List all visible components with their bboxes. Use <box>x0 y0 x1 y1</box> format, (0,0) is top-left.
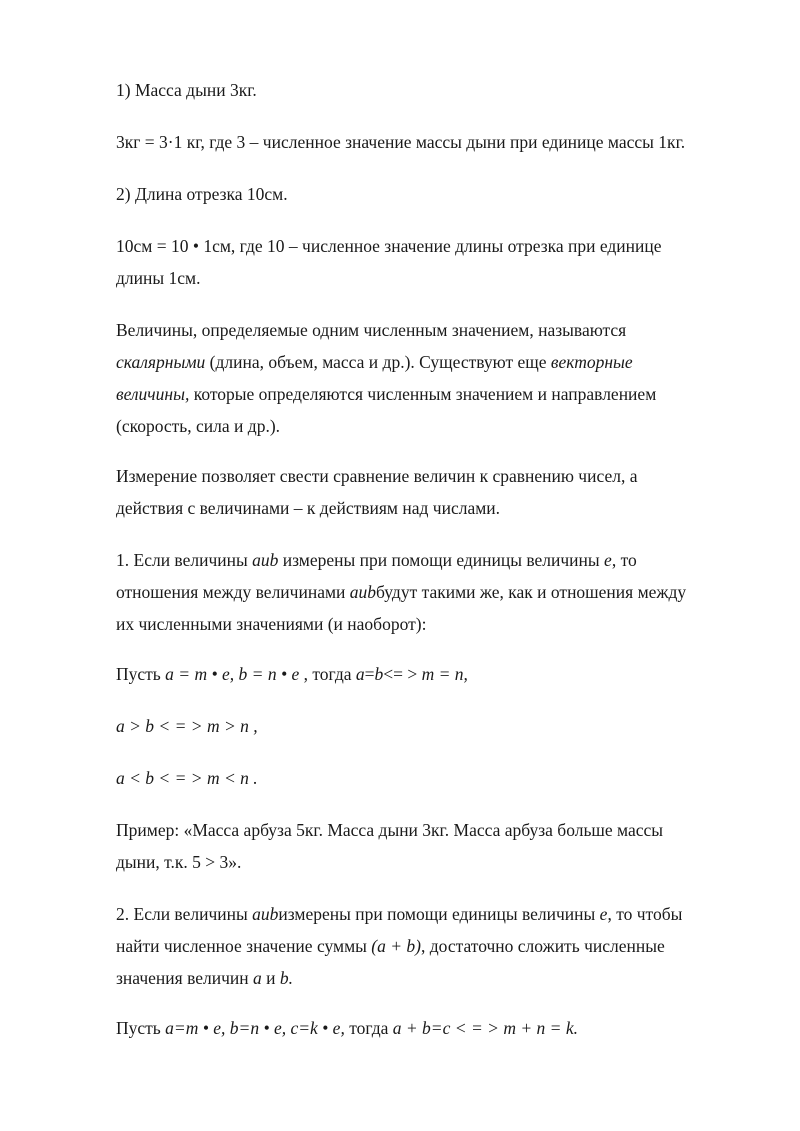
text-run: которые определяются численным значением и направлением <box>189 384 657 404</box>
italic-term: aиb <box>252 550 279 570</box>
italic-term: (a + b) <box>371 936 421 956</box>
italic-term: векторные <box>550 352 633 372</box>
paragraph-scalar-vector <box>116 314 746 442</box>
italic-term: a = m • e, b = n • e <box>165 664 300 684</box>
italic-term: aиb <box>252 904 279 924</box>
text-line: a > b < = > m > n , <box>116 716 258 736</box>
text-run: найти численное значение суммы <box>116 936 372 956</box>
paragraph-segment-length <box>116 178 746 210</box>
text-line <box>116 378 746 410</box>
text-run: Пусть <box>116 1018 166 1038</box>
text-run: <= > <box>383 664 422 684</box>
text-line: длины 1см. <box>116 268 201 288</box>
text-line <box>116 576 746 608</box>
paragraph-melon-mass <box>116 74 746 106</box>
italic-term: m = n, <box>421 664 468 684</box>
text-line: их численными значениями (и наоборот): <box>116 614 427 634</box>
text-run: , достаточно сложить численные <box>421 936 665 956</box>
paragraph-rule-1 <box>116 544 746 640</box>
italic-term: b <box>374 664 384 684</box>
text-run: Пусть <box>116 664 166 684</box>
text-line: действия с величинами – к действиям над числами. <box>116 498 501 518</box>
text-line: Пример: «Масса арбуза 5кг. Масса дыни 3кг. Масса арбуза больше массы <box>116 820 664 840</box>
text-line: дыни, т.к. 5 > 3». <box>116 852 242 872</box>
text-run: 1. Если величины <box>116 550 253 570</box>
text-run: , тогда <box>299 664 356 684</box>
text-line: a < b < = > m < n . <box>116 768 258 788</box>
italic-term: величины, <box>116 384 190 404</box>
text-line: 2) Длина отрезка 10см. <box>116 184 288 204</box>
text-line: Измерение позволяет свести сравнение величин к сравнению чисел, а <box>116 466 638 486</box>
paragraph-measurement <box>116 460 746 524</box>
text-line <box>116 658 746 690</box>
text-line: 10см = 10 • 1см, где 10 – численное значение длины отрезка при единице <box>116 236 662 256</box>
italic-term: a <box>355 664 365 684</box>
text-line: Величины, определяемые одним численным значением, называются <box>116 320 627 340</box>
text-run: значения величин <box>116 968 254 988</box>
paragraph-segment-length-formula <box>116 230 746 294</box>
text-line: 1) Масса дыни 3кг. <box>116 80 257 100</box>
text-line <box>116 346 746 378</box>
italic-term: a=m • e, b=n • e, c=k • e, <box>165 1018 345 1038</box>
italic-term: a + b=c < = > m + n = k. <box>392 1018 578 1038</box>
formula-less <box>116 762 746 794</box>
italic-term: a <box>253 968 262 988</box>
text-run: отношения между величинами <box>116 582 350 602</box>
paragraph-rule-2 <box>116 898 746 994</box>
paragraph-melon-mass-formula <box>116 126 746 158</box>
text-run: и <box>261 968 280 988</box>
text-line <box>116 898 746 930</box>
formula-equality <box>116 658 746 690</box>
text-line: 3кг = 3·1 кг, где 3 – численное значение массы дыни при единице массы 1кг. <box>116 132 686 152</box>
text-run: измерены при помощи единицы величины <box>278 550 605 570</box>
italic-term: e <box>599 904 608 924</box>
text-run: измерены при помощи единицы величины <box>278 904 600 924</box>
text-run: = <box>364 664 375 684</box>
text-line <box>116 544 746 576</box>
text-run: , то <box>611 550 637 570</box>
formula-sum <box>116 1012 746 1044</box>
text-line: (скорость, сила и др.). <box>116 416 281 436</box>
italic-term: b. <box>279 968 294 988</box>
italic-term: e <box>604 550 612 570</box>
text-run: (длина, объем, масса и др.). Существуют еще <box>205 352 551 372</box>
italic-term: aиb <box>349 582 377 602</box>
text-line <box>116 1012 746 1044</box>
text-run: будут такими же, как и отношения между <box>376 582 687 602</box>
text-line <box>116 962 746 994</box>
text-run: 2. Если величины <box>116 904 253 924</box>
paragraph-example <box>116 814 746 878</box>
italic-term: скалярными <box>116 352 206 372</box>
text-run: тогда <box>344 1018 393 1038</box>
text-line <box>116 930 746 962</box>
formula-greater <box>116 710 746 742</box>
text-run: , то чтобы <box>607 904 683 924</box>
